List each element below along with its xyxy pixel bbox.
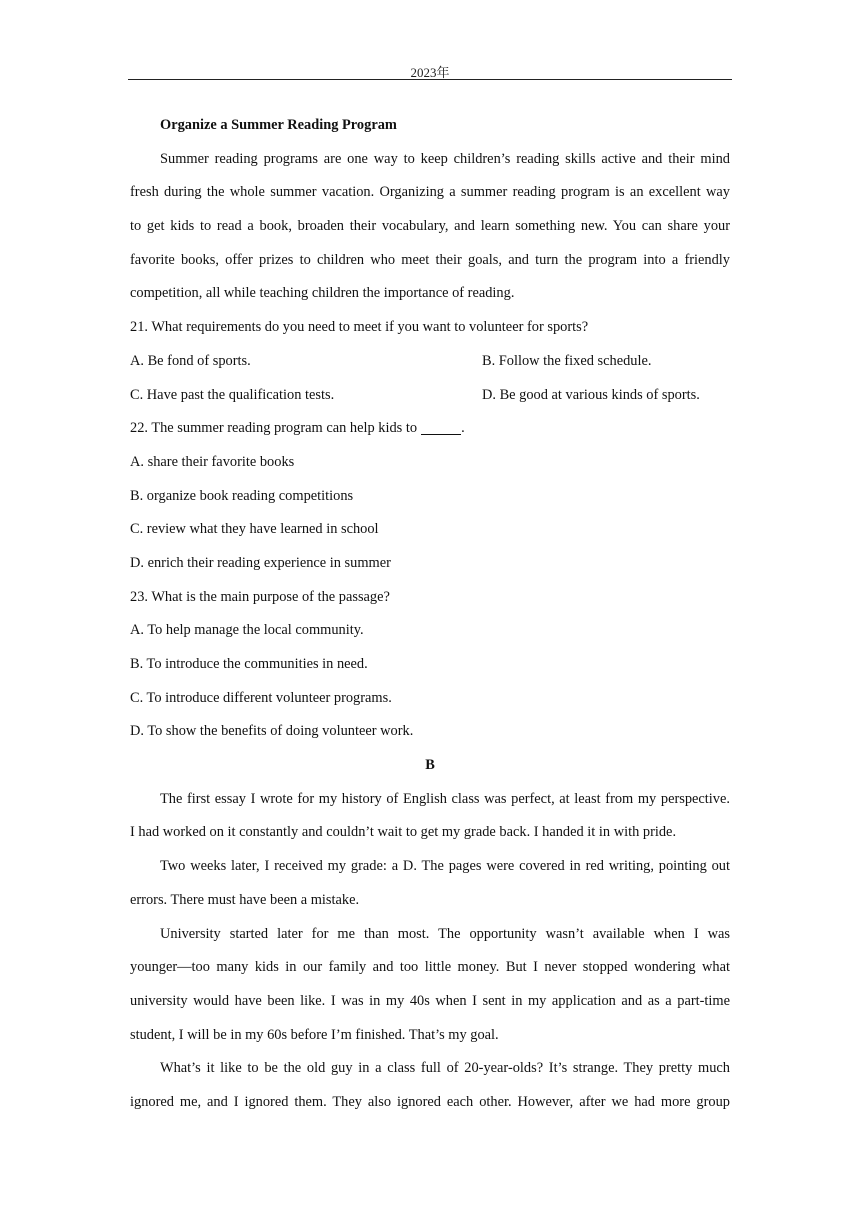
option-d: D. To show the benefits of doing volunteer work. [130, 723, 414, 740]
passage-line: favorite books, offer prizes to children who meet their goals, and turn the program into a friendly [130, 251, 730, 268]
passage-line: university would have been like. I was in my 40s when I sent in my application and as a part-time [130, 992, 730, 1009]
passage-line: errors. There must have been a mistake. [130, 891, 360, 908]
option-a: A. To help manage the local community. [130, 622, 364, 639]
question-stem [130, 412, 730, 446]
passage-line: ignored me, and I ignored them. They also ignored each other. However, after we had more group [130, 1093, 730, 1110]
option-d: D. Be good at various kinds of sports. [482, 386, 700, 403]
question-stem: 21. What requirements do you need to meet if you want to volunteer for sports? [130, 319, 589, 336]
option-c: C. To introduce different volunteer programs. [130, 689, 392, 706]
document-body [130, 109, 730, 1120]
option-a: A. share their favorite books [130, 453, 295, 470]
passage-line: fresh during the whole summer vacation. Organizing a summer reading program is an excellent way [130, 184, 730, 201]
option-row [130, 379, 730, 413]
header-rule [128, 79, 732, 80]
passage-line: younger—too many kids in our family and too little money. But I never stopped wondering what [130, 959, 730, 976]
passage-line: University started later for me than most. The opportunity wasn’t available when I was [160, 925, 730, 942]
passage-title: Organize a Summer Reading Program [160, 117, 397, 133]
passage-line: to get kids to read a book, broaden their vocabulary, and learn something new. You can share your [130, 218, 730, 235]
passage-line: Summer reading programs are one way to keep children’s reading skills active and their mind [160, 150, 730, 167]
passage-line: What’s it like to be the old guy in a class full of 20-year-olds? It’s strange. They pretty much [160, 1060, 730, 1077]
option-c: C. Have past the qualification tests. [130, 386, 335, 403]
question-stem-text: 22. The summer reading program can help kids to [130, 420, 418, 437]
answer-blank [421, 418, 461, 435]
passage-line: student, I will be in my 60s before I’m finished. That’s my goal. [130, 1026, 499, 1043]
option-a: A. Be fond of sports. [130, 352, 251, 369]
option-b: B. To introduce the communities in need. [130, 656, 368, 672]
question-stem: 23. What is the main purpose of the passage? [130, 588, 390, 605]
option-b: B. Follow the fixed schedule. [482, 352, 652, 369]
option-d: D. enrich their reading experience in summer [130, 554, 391, 571]
passage-line: I had worked on it constantly and couldn’t wait to get my grade back. I handed it in with pride. [130, 824, 677, 841]
section-label: B [425, 757, 435, 774]
option-row [130, 345, 730, 379]
option-c: C. review what they have learned in school [130, 521, 379, 538]
passage-line: The first essay I wrote for my history of English class was perfect, at least from my perspective. [160, 790, 730, 807]
passage-line: Two weeks later, I received my grade: a D. The pages were covered in red writing, pointing out [160, 858, 730, 875]
page-header: 2023年 [410, 65, 450, 80]
option-b: B. organize book reading competitions [130, 487, 354, 504]
passage-line: competition, all while teaching children the importance of reading. [130, 285, 515, 302]
question-stem-end: . [461, 420, 465, 437]
